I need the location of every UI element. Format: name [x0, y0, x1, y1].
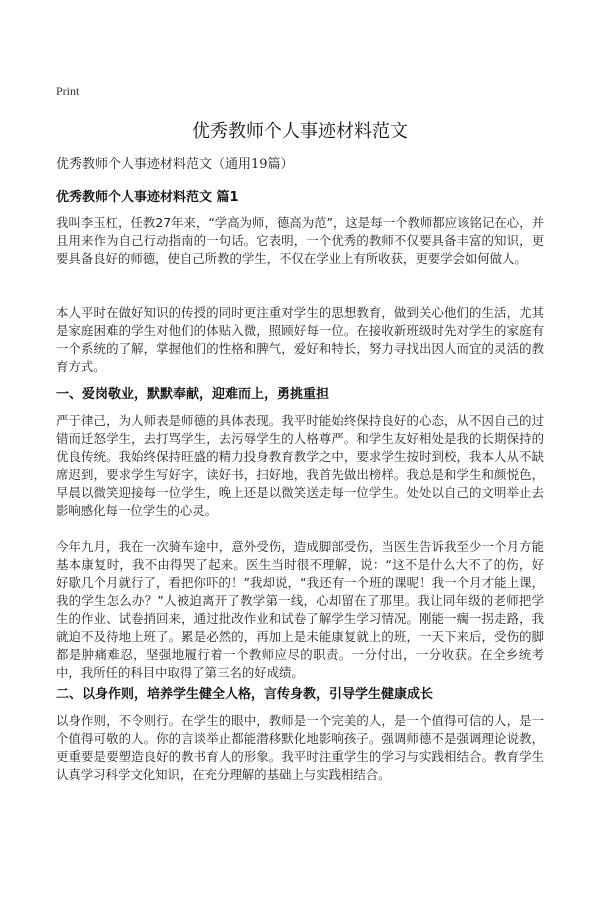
document-title: 优秀教师个人事迹材料范文 — [192, 121, 408, 142]
paragraph-2: 本人平时在做好知识的传授的同时更注重对学生的思想教育，做到关心他们的生活，尤其是家庭困难的学生对他们的体贴入微，照顾好每一位。在接收新班级时先对学生的家庭有一个系统的了解，掌握他们的性格和脾气，爱好和特长，努力寻找出因人而宜的灵活的教育方式。 — [56, 305, 544, 374]
paragraph-1: 我叫李玉杠，任教27年来，“学高为师，德高为范”，这是每一个教师都应该铭记在心，并且用来作为自己行动指南的一句话。它表明，一个优秀的教师不仅要具备丰富的知识，更要具备良好的师德，使自己所教的学生，不仅在学业上有所收获，更要学会如何做人。 — [56, 215, 544, 266]
paragraph-3: 严于律己，为人师表是师德的具体表现。我平时能始终保持良好的心态，从不因自己的过错而迁怒学生，去打骂学生，去污辱学生的人格尊严。和学生友好相处是我的长期保持的优良传统。我始终保持旺盛的精力投身教育教学之中，要求学生按时到校，我本人从不缺席迟到，要求学生写好字，读好书，扫好地，我首先做出榜样。我总是和学生和颜悦色，早晨以微笑迎接每一位学生，晚上还是以微笑送走每一位学生。处处以自己的文明举止去影响感化每一位学生的心灵。 — [56, 413, 544, 518]
paragraph-4: 今年九月，我在一次骑车途中，意外受伤，造成脚部受伤，当医生告诉我至少一个月方能基本康复时，我不由得哭了起来。医生当时很不理解，说：“这不是什么大不了的伤，好好歇几个月就行了，看把你吓的！”我却说，“我还有一个班的课呢！我一个月才能上课，我的学生怎么办？”人被迫离开了教学第一线，心却留在了那里。我让同年级的老师把学生的作业、试卷捎回来，通过批改作业和试卷了解学生学习情况。刚能一瘸一拐走路，我就迫不及待地上班了。累是必然的，再加上是未能康复就上的班，一天下来后，受伤的脚都是肿痛难忍，坚强地履行着一个教师应尽的职责。一分付出，一分收获。在全乡统考中，我所任的科目中取得了第三名的好成绩。 — [56, 539, 544, 680]
paragraph-5: 以身作则，不令则行。在学生的眼中，教师是一个完美的人，是一个值得可信的人，是一个值得可敬的人。你的言谈举止都能潜移默化地影响孩子。强调师德不是强调理论说教，更重要是要塑造良好的教书育人的形象。我平时注重学生的学习与实践相结合。教育学生认真学习科学文化知识，在充分理解的基础上与实践相结合。 — [56, 713, 544, 782]
part-heading: 优秀教师个人事迹材料范文 篇1 — [56, 190, 239, 205]
document-subtitle: 优秀教师个人事迹材料范文（通用19篇） — [56, 157, 294, 172]
section-heading-1: 一、爱岗敬业，默默奉献，迎难而上，勇挑重担 — [56, 387, 330, 402]
print-label[interactable]: Print — [56, 84, 80, 98]
section-heading-2: 二、以身作则，培养学生健全人格，言传身教，引导学生健康成长 — [56, 687, 434, 702]
